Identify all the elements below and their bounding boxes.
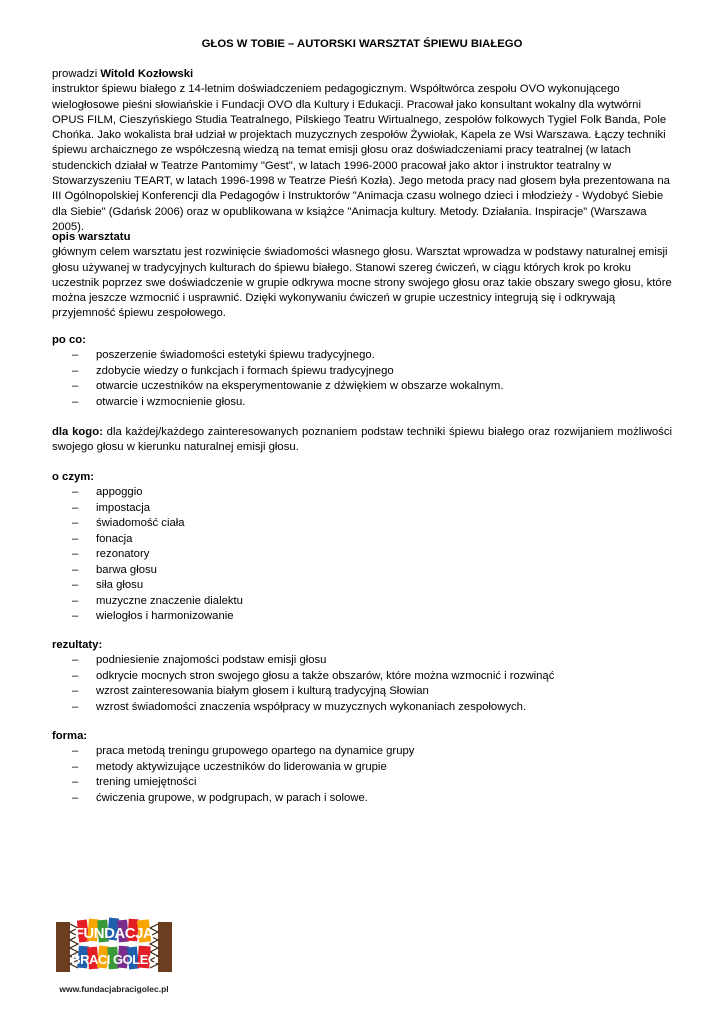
topics-list	[52, 485, 672, 625]
list-item: – rezonatory	[52, 547, 672, 563]
logo-line2: BRACI GOLEC	[71, 952, 157, 967]
accordion-logo-icon	[52, 914, 176, 982]
logo-line1: FUNDACJA	[74, 925, 154, 942]
list-item: – otwarcie i wzmocnienie głosu.	[52, 395, 672, 411]
dash-icon: –	[72, 517, 79, 530]
form-heading: forma:	[52, 730, 88, 742]
dash-icon: –	[72, 486, 79, 499]
list-item: – fonacja	[52, 532, 672, 548]
list-item: – wzrost świadomości znaczenia współpracy w muzycznych wykonaniach zespołowych.	[52, 700, 672, 716]
description-heading: opis warsztatu	[52, 231, 131, 243]
dash-icon: –	[72, 380, 79, 393]
dash-icon: –	[72, 685, 79, 698]
topics-heading: o czym:	[52, 471, 95, 483]
list-item: – wielogłos i harmonizowanie	[52, 609, 672, 625]
audience-text: dla każdej/każdego zainteresowanych poznaniem podstaw techniki śpiewu białego oraz rozwijaniem możliwości swojego głosu w kierunku naturalnej emisji głosu.	[52, 426, 672, 454]
instructor-line	[52, 67, 672, 82]
dash-icon: –	[72, 760, 79, 773]
list-item: – praca metodą treningu grupowego opartego na dynamice grupy	[52, 744, 672, 760]
list-item: – impostacja	[52, 501, 672, 517]
results-list	[52, 653, 672, 715]
dash-icon: –	[72, 532, 79, 545]
instructor-section	[52, 67, 672, 235]
list-item: – świadomość ciała	[52, 516, 672, 532]
form-section	[52, 729, 672, 806]
dash-icon: –	[72, 610, 79, 623]
results-section	[52, 638, 672, 715]
audience-section	[52, 425, 672, 456]
list-item: – poszerzenie świadomości estetyki śpiewu tradycyjnego.	[52, 348, 672, 364]
list-item: – odkrycie mocnych stron swojego głosu a także obszarów, które można wzmocnić i rozwinąć	[52, 669, 672, 685]
dash-icon: –	[72, 395, 79, 408]
dash-icon: –	[72, 669, 79, 682]
description-section	[52, 230, 672, 322]
list-item: – zdobycie wiedzy o funkcjach i formach śpiewu tradycyjnego	[52, 364, 672, 380]
instructor-name: Witold Kozłowski	[100, 68, 194, 80]
list-item: – barwa głosu	[52, 563, 672, 579]
purpose-heading: po co:	[52, 334, 86, 346]
instructor-bio: instruktor śpiewu białego z 14-letnim doświadczeniem pedagogicznym. Współtwórca zespołu OVO wykonującego wielogłosowe pieśni słowiańskie i Fundacji OVO dla Kultury i Edukacji. Pracował jako konsultant wokalny dla wytwórni OPUS FILM, Cieszyńskiego Studia Teatralnego, Pilskiego Teatru Wirtualnego, zespołów folkowych Tygiel Folk Banda, Pole Chońka. Jako wokalista brał udział w projektach muzycznych zespołów Żywiołak, Kapela ze Wsi Warszawa. Łączy techniki śpiewu archaicznego ze współczesną wiedzą na temat emisji głosu oraz doświadczeniami pracy teatralnej (w latach studenckich działał w Teatrze Pantomimy "Gest", w latach 1996-2000 pracował jako aktor i instruktor teatralny w Stowarzyszeniu TEART, w latach 1996-1998 w Teatrze Pieśń Kozła). Jego metoda pracy nad głosem była prezentowana na III Ogólnopolskiej Konferencji dla Pedagogów i Instruktorów "Animacja czasu wolnego dzieci i młodzieży - Wydobyć Siebie dla Siebie" (Gdańsk 2006) oraz w opublikowana w książce "Animacja kultury. Metody. Działania. Inspiracje" (Warszawa 2005).	[52, 83, 670, 233]
dash-icon: –	[72, 349, 79, 362]
dash-icon: –	[72, 700, 79, 713]
dash-icon: –	[72, 548, 79, 561]
dash-icon: –	[72, 364, 79, 377]
results-heading: rezultaty:	[52, 639, 103, 651]
purpose-section	[52, 333, 672, 410]
dash-icon: –	[72, 791, 79, 804]
dash-icon: –	[72, 563, 79, 576]
list-item: – otwarcie uczestników na eksperymentowanie z dźwiękiem w obszarze wokalnym.	[52, 379, 672, 395]
list-item: – siła głosu	[52, 578, 672, 594]
dash-icon: –	[72, 745, 79, 758]
list-item: – appoggio	[52, 485, 672, 501]
list-item: – ćwiczenia grupowe, w podgrupach, w parach i solowe.	[52, 791, 672, 807]
description-text: głównym celem warsztatu jest rozwinięcie świadomości własnego głosu. Warsztat wprowadza w podstawy naturalnej emisji głosu używanej w tradycyjnych kulturach do śpiewu białego. Stanowi szereg ćwiczeń, w ciągu których krok po kroku uczestnik poprzez swe doświadczenie w grupie odkrywa mocne strony swojego głosu oraz takie obszary swego głosu, które można jeszcze wzmocnić i usprawnić. Dzięki wykonywaniu ćwiczeń w grupie uczestnicy integrują się i odkrywają przyjemność śpiewu zespołowego.	[52, 246, 672, 320]
list-item: – muzyczne znaczenie dialektu	[52, 594, 672, 610]
form-list	[52, 744, 672, 806]
audience-paragraph	[52, 425, 672, 456]
list-item: – wzrost zainteresowania białym głosem i kulturą tradycyjną Słowian	[52, 684, 672, 700]
dash-icon: –	[72, 501, 79, 514]
fundacja-logo	[52, 914, 176, 996]
logo-url[interactable]: www.fundacjabracigolec.pl	[59, 984, 169, 994]
dash-icon: –	[72, 594, 79, 607]
page-title: GŁOS W TOBIE – AUTORSKI WARSZTAT ŚPIEWU BIAŁEGO	[201, 38, 523, 50]
purpose-list	[52, 348, 672, 410]
list-item: – metody aktywizujące uczestników do liderowania w grupie	[52, 760, 672, 776]
audience-heading: dla kogo:	[52, 426, 103, 438]
topics-section	[52, 470, 672, 625]
instructor-prefix: prowadzi	[52, 68, 101, 80]
dash-icon: –	[72, 776, 79, 789]
list-item: – podniesienie znajomości podstaw emisji głosu	[52, 653, 672, 669]
dash-icon: –	[72, 579, 79, 592]
dash-icon: –	[72, 654, 79, 667]
list-item: – trening umiejętności	[52, 775, 672, 791]
